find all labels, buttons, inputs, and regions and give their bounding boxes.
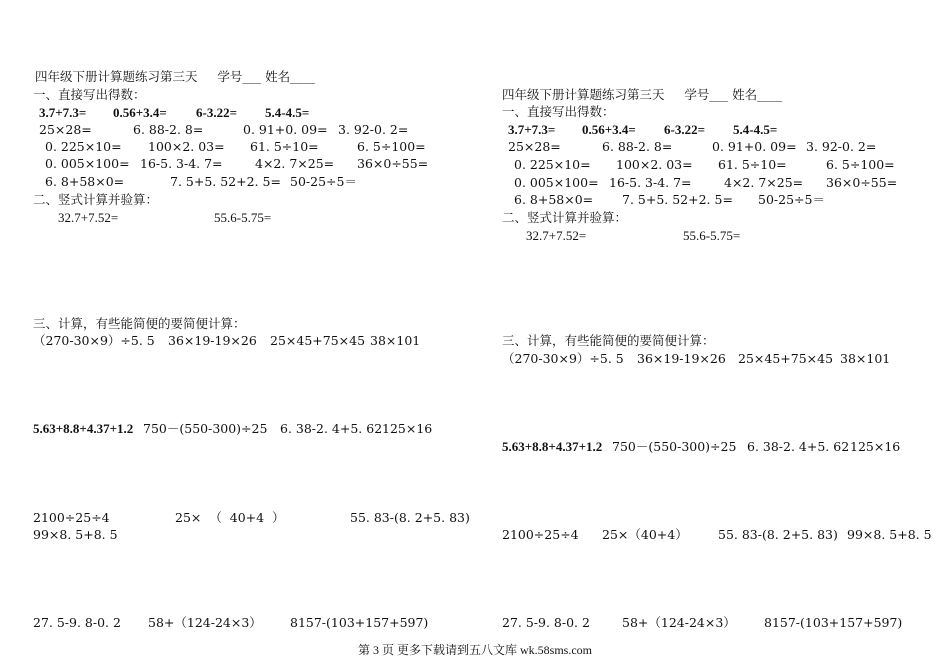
problem: 8157-(103+157+597) xyxy=(764,615,903,630)
problem: 4×2. 7×25= xyxy=(255,156,335,171)
problem: 7. 5+5. 52+2. 5= xyxy=(170,174,281,189)
problem: 38×101 xyxy=(840,351,891,366)
problem: 36×19-19×26 xyxy=(168,333,257,348)
problem: 6. 8+58×0= xyxy=(45,174,125,189)
problem: 6. 88-2. 8= xyxy=(602,139,673,154)
problem: 5.4-4.5= xyxy=(265,105,310,120)
problem: 6-3.22= xyxy=(196,105,237,120)
problem: 25× （ 40+4 ） xyxy=(175,510,285,525)
section-2-heading: 二、竖式计算并验算： xyxy=(33,192,159,207)
page-footer: 第 3 页 更多下载请到五八文库 wk.58sms.com xyxy=(357,643,592,657)
problem: 0. 225×10= xyxy=(45,139,122,154)
problem: 0.56+3.4= xyxy=(113,105,167,120)
problem: 25×45+75×45 xyxy=(738,351,834,366)
problem: 8157-(103+157+597) xyxy=(290,615,429,630)
problem: 0. 91+0. 09= xyxy=(712,139,797,154)
problem: 0.56+3.4= xyxy=(582,122,636,137)
problem: 27. 5-9. 8-0. 2 xyxy=(502,615,590,630)
problem: 0. 005×100= xyxy=(514,175,599,190)
problem: 100×2. 03= xyxy=(616,157,693,172)
problem: 2100÷25÷4 xyxy=(502,527,579,542)
problem: 36×0÷55= xyxy=(826,175,898,190)
problem: 6. 38-2. 4+5. 62 xyxy=(747,439,850,454)
problem: 55.6-5.75= xyxy=(683,228,741,243)
problem: 61. 5÷10= xyxy=(718,157,787,172)
problem: 5.63+8.8+4.37+1.2 xyxy=(502,439,603,454)
problem: 58+（124-24×3） xyxy=(148,615,262,630)
section-2-heading: 二、竖式计算并验算： xyxy=(502,210,628,225)
problem: 3. 92-0. 2= xyxy=(338,122,409,137)
problem: 32.7+7.52= xyxy=(58,210,119,225)
problem: 125×16 xyxy=(850,439,901,454)
problem: 0. 005×100= xyxy=(45,156,130,171)
problem: 3.7+7.3= xyxy=(39,105,87,120)
problem: 36×0÷55= xyxy=(357,156,429,171)
problem: 750－(550-300)÷25 xyxy=(612,439,737,454)
problem: 6. 5÷100= xyxy=(826,157,895,172)
problem: 61. 5÷10= xyxy=(250,139,319,154)
problem: 16-5. 3-4. 7= xyxy=(609,175,692,190)
problem: （270-30×9）÷5. 5 xyxy=(502,351,624,366)
problem: 2100÷25÷4 xyxy=(33,510,110,525)
problem: 4×2. 7×25= xyxy=(724,175,804,190)
problem: 6. 38-2. 4+5. 62 xyxy=(280,421,383,436)
problem: 3.7+7.3= xyxy=(508,122,556,137)
section-3-heading: 三、计算，有些能简便的要简便计算： xyxy=(33,316,246,331)
problem: 38×101 xyxy=(370,333,421,348)
section-1-heading: 一、直接写出得数： xyxy=(33,87,146,102)
problem: 50-25÷5＝ xyxy=(290,174,357,189)
problem: 16-5. 3-4. 7= xyxy=(140,156,223,171)
problem: 99×8. 5+8. 5 xyxy=(847,527,932,542)
problem: 6. 8+58×0= xyxy=(514,192,594,207)
problem: 55. 83-(8. 2+5. 83) xyxy=(718,527,838,542)
problem: 5.4-4.5= xyxy=(733,122,778,137)
problem: 55.6-5.75= xyxy=(214,210,272,225)
problem: 750－(550-300)÷25 xyxy=(143,421,268,436)
problem: 5.63+8.8+4.37+1.2 xyxy=(33,421,134,436)
problem: 25×28= xyxy=(39,122,92,137)
problem: 25×28= xyxy=(508,139,561,154)
section-1-heading: 一、直接写出得数： xyxy=(502,104,615,119)
problem: 58+（124-24×3） xyxy=(622,615,736,630)
problem: 32.7+7.52= xyxy=(526,228,587,243)
problem: 27. 5-9. 8-0. 2 xyxy=(33,615,121,630)
problem: 50-25÷5＝ xyxy=(758,192,825,207)
problem: 100×2. 03= xyxy=(148,139,225,154)
problem: 25×45+75×45 xyxy=(270,333,366,348)
problem: 6. 88-2. 8= xyxy=(133,122,204,137)
problem: 0. 225×10= xyxy=(514,157,591,172)
problem: 6. 5÷100= xyxy=(357,139,426,154)
problem: 125×16 xyxy=(382,421,433,436)
worksheet-title: 四年级下册计算题练习第三天 学号___ 姓名____ xyxy=(35,69,316,84)
section-3-heading: 三、计算，有些能简便的要简便计算： xyxy=(502,333,715,348)
problem: 6-3.22= xyxy=(664,122,705,137)
worksheet-title: 四年级下册计算题练习第三天 学号___ 姓名____ xyxy=(502,87,783,102)
problem: 25×（40+4） xyxy=(602,527,688,542)
problem: 99×8. 5+8. 5 xyxy=(33,527,118,542)
problem: 0. 91+0. 09= xyxy=(243,122,328,137)
problem: 36×19-19×26 xyxy=(637,351,726,366)
problem: 3. 92-0. 2= xyxy=(806,139,877,154)
problem: 7. 5+5. 52+2. 5= xyxy=(622,192,733,207)
problem: （270-30×9）÷5. 5 xyxy=(33,333,155,348)
problem: 55. 83-(8. 2+5. 83) xyxy=(350,510,470,525)
